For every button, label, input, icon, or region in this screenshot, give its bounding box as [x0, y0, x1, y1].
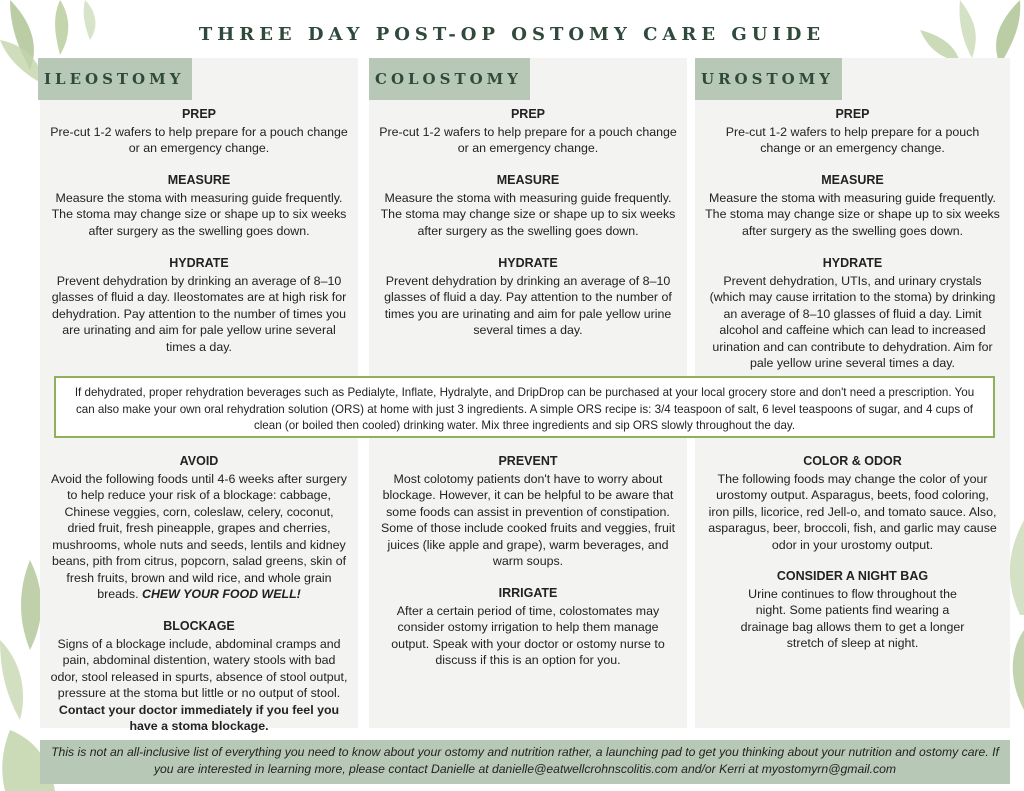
urostomy-color-odor-heading: COLOR & ODOR	[803, 454, 902, 468]
colostomy-hydrate-text: Prevent dehydration by drinking an average of 8–10 glasses of fluid a day. Pay attention to the number of times you are urinating and aim for pale yellow urine several times a day.	[384, 273, 672, 337]
ileostomy-avoid-emphasis: CHEW YOUR FOOD WELL!	[142, 587, 301, 601]
colostomy-prep-text: Pre-cut 1-2 wafers to help prepare for a pouch change or an emergency change.	[379, 124, 677, 155]
urostomy-hydrate-heading: HYDRATE	[822, 256, 883, 270]
ileostomy-prep-section	[50, 106, 348, 157]
page-title: THREE DAY POST-OP OSTOMY CARE GUIDE	[198, 24, 826, 45]
ileostomy-measure-heading: MEASURE	[167, 173, 231, 187]
urostomy-night-bag-text: Urine continues to flow throughout the night. Some patients find wearing a drainage bag allows them to get a longer stretch of sleep at night.	[740, 586, 965, 650]
colostomy-prep-heading: PREP	[510, 107, 546, 121]
colostomy-measure-heading: MEASURE	[496, 173, 560, 187]
urostomy-measure-section	[705, 172, 1000, 239]
ileostomy-measure-text: Measure the stoma with measuring guide frequently. The stoma may change size or shape up to six weeks after surgery as the swelling goes down.	[51, 190, 347, 238]
urostomy-hydrate-text: Prevent dehydration, UTIs, and urinary crystals (which may cause irritation to the stoma) by drinking an average of 8–10 glasses of fluid a day. Limit alcohol and caffeine which can lead to increased urination and can contribute to dehydration. Aim for pale yellow urine several times a day.	[709, 273, 996, 370]
urostomy-night-bag-heading: CONSIDER A NIGHT BAG	[776, 569, 929, 583]
colostomy-hydrate-heading: HYDRATE	[498, 256, 558, 270]
urostomy-tag: UROSTOMY	[695, 58, 842, 100]
urostomy-color-odor-section	[705, 453, 1000, 553]
urostomy-measure-text: Measure the stoma with measuring guide frequently. The stoma may change size or shape up to six weeks after surgery as the swelling goes down.	[705, 190, 1000, 238]
colostomy-prevent-heading: PREVENT	[498, 454, 558, 468]
urostomy-prep-heading: PREP	[835, 107, 870, 121]
footer-disclaimer: This is not an all-inclusive list of everything you need to know about your ostomy and nutrition rather, a launching pad to get you thinking about your nutrition and ostomy care. If you are interested in learning more, please contact Danielle at danielle@eatwellcrohnscolitis.com and/or Kerri at myostomyrn@gmail.com	[40, 740, 1010, 784]
colostomy-prevent-section	[379, 453, 677, 570]
ileostomy-hydrate-heading: HYDRATE	[169, 256, 229, 270]
colostomy-irrigate-heading: IRRIGATE	[498, 586, 558, 600]
colostomy-prevent-text: Most colotomy patients don't have to worry about blockage. However, it can be helpful to be aware that some foods can assist in prevention of constipation. Some of those include cooked fruits and veggies, fruit juices (like apple and grape), warm beverages, and warm soups.	[380, 471, 676, 568]
colostomy-irrigate-section	[379, 585, 677, 669]
colostomy-hydrate-section	[379, 255, 677, 339]
colostomy-measure-text: Measure the stoma with measuring guide frequently. The stoma may change size or shape up to six weeks after surgery as the swelling goes down.	[380, 190, 676, 238]
ileostomy-avoid-heading: AVOID	[179, 454, 219, 468]
colostomy-prep-section	[379, 106, 677, 157]
urostomy-prep-text: Pre-cut 1-2 wafers to help prepare for a pouch change or an emergency change.	[725, 124, 980, 155]
colostomy-irrigate-text: After a certain period of time, colostomates may consider ostomy irrigation to help them manage output. Speak with your doctor or ostomy nurse to discuss if this is an option for you.	[391, 603, 665, 667]
ileostomy-blockage-emphasis: Contact your doctor immediately if you feel you have a stoma blockage.	[58, 702, 340, 733]
ileostomy-blockage-text: Signs of a blockage include, abdominal cramps and pain, abdominal distention, watery stools with bad odor, stool released in spurts, absence of stool output, pressure at the stoma but little or no output of stool.	[50, 636, 348, 700]
ileostomy-prep-heading: PREP	[181, 107, 217, 121]
urostomy-prep-section	[705, 106, 1000, 157]
urostomy-hydrate-section	[705, 255, 1000, 372]
ileostomy-measure-section	[50, 172, 348, 239]
ileostomy-blockage-section	[50, 618, 348, 735]
ileostomy-tag: ILEOSTOMY	[38, 58, 192, 100]
ileostomy-hydrate-section	[50, 255, 348, 355]
urostomy-color-odor-text: The following foods may change the color of your urostomy output. Asparagus, beets, food coloring, iron pills, licorice, red Jell-o, and tomato sauce. Also, asparagus, beer, broccoli, fish, and garlic may cause odor in your urostomy output.	[708, 471, 997, 552]
urostomy-night-bag-section	[735, 568, 970, 652]
ileostomy-avoid-text: Avoid the following foods until 4-6 weeks after surgery to help reduce your risk of a blockage: cabbage, Chinese veggies, corn, coleslaw, celery, coconut, dried fruit, fresh pineapple, grapes and cherries, mushrooms, whole nuts and seeds, lentils and kidney beans, pith from citrus, popcorn, salad greens, skin of fresh fruits, brown and wild rice, and whole grain breads.	[51, 471, 347, 601]
colostomy-tag: COLOSTOMY	[369, 58, 530, 100]
ileostomy-blockage-heading: BLOCKAGE	[163, 619, 235, 633]
colostomy-measure-section	[379, 172, 677, 239]
ileostomy-hydrate-text: Prevent dehydration by drinking an average of 8–10 glasses of fluid a day. Ileostomates are at high risk for dehydration. Pay attention to the number of times you are urinating and aim for pale yellow urine several times a day.	[51, 273, 347, 354]
rehydration-callout: If dehydrated, proper rehydration beverages such as Pedialyte, Inflate, Hydralyte, and DripDrop can be purchased at your local grocery store and don't need a prescription. You can also make your own oral rehydration solution (ORS) at home with just 3 ingredients. A simple ORS recipe is: 3/4 teaspoon of salt, 6 level teaspoons of sugar, and 4 cups of clean (or boiled then cooled) drinking water. Mix three ingredients and sip ORS slowly throughout the day.	[54, 376, 995, 438]
ileostomy-prep-text: Pre-cut 1-2 wafers to help prepare for a pouch change or an emergency change.	[50, 124, 348, 155]
urostomy-measure-heading: MEASURE	[821, 173, 884, 187]
ileostomy-avoid-section	[50, 453, 348, 603]
